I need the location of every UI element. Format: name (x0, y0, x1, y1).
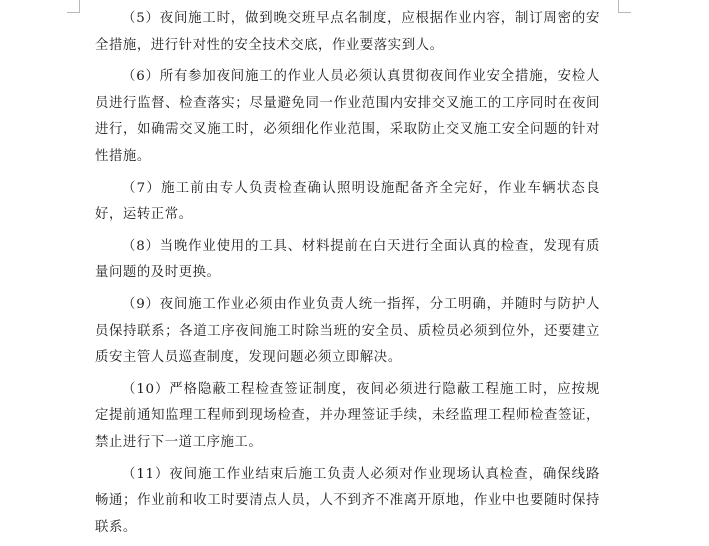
document-body (95, 6, 600, 546)
paragraph-item-11: （11）夜间施工作业结束后施工负责人必须对作业现场认真检查，确保线路畅通；作业前和收工时要清点人员，人不到齐不准离开原地，作业中也要随时保持联系。 (95, 466, 600, 535)
paragraph-item-6: （6）所有参加夜间施工的作业人员必须认真贯彻夜间作业安全措施，安检人员进行监督、检查落实；尽量避免同一作业范围内安排交叉施工的工序同时在夜间进行，如确需交叉施工时，必须细化作业范围，采取防止交叉施工安全问题的针对性措施。 (95, 69, 600, 164)
margin-corner-mark-right (618, 0, 631, 13)
margin-corner-mark-left (67, 0, 80, 13)
paragraph-item-9: （9）夜间施工作业必须由作业负责人统一指挥，分工明确，并随时与防护人员保持联系；各道工序夜间施工时除当班的安全员、质检员必须到位外，还要建立质安主管人员巡查制度，发现问题必须立即解决。 (95, 296, 600, 366)
paragraph-item-8: （8）当晚作业使用的工具、材料提前在白天进行全面认真的检查，发现有质量问题的及时更换。 (95, 238, 600, 281)
paragraph-item-7: （7）施工前由专人负责检查确认照明设施配备齐全完好，作业车辆状态良好，运转正常。 (95, 180, 600, 223)
paragraph-item-10: （10）严格隐蔽工程检查签证制度，夜间必须进行隐蔽工程施工时，应按规定提前通知监理工程师到现场检查，并办理签证手续，未经监理工程师检查签证，禁止进行下一道工序施工。 (95, 381, 600, 450)
paragraph-item-5: （5）夜间施工时，做到晚交班早点名制度，应根据作业内容，制订周密的安全措施，进行针对性的安全技术交底，作业要落实到人。 (95, 11, 600, 53)
